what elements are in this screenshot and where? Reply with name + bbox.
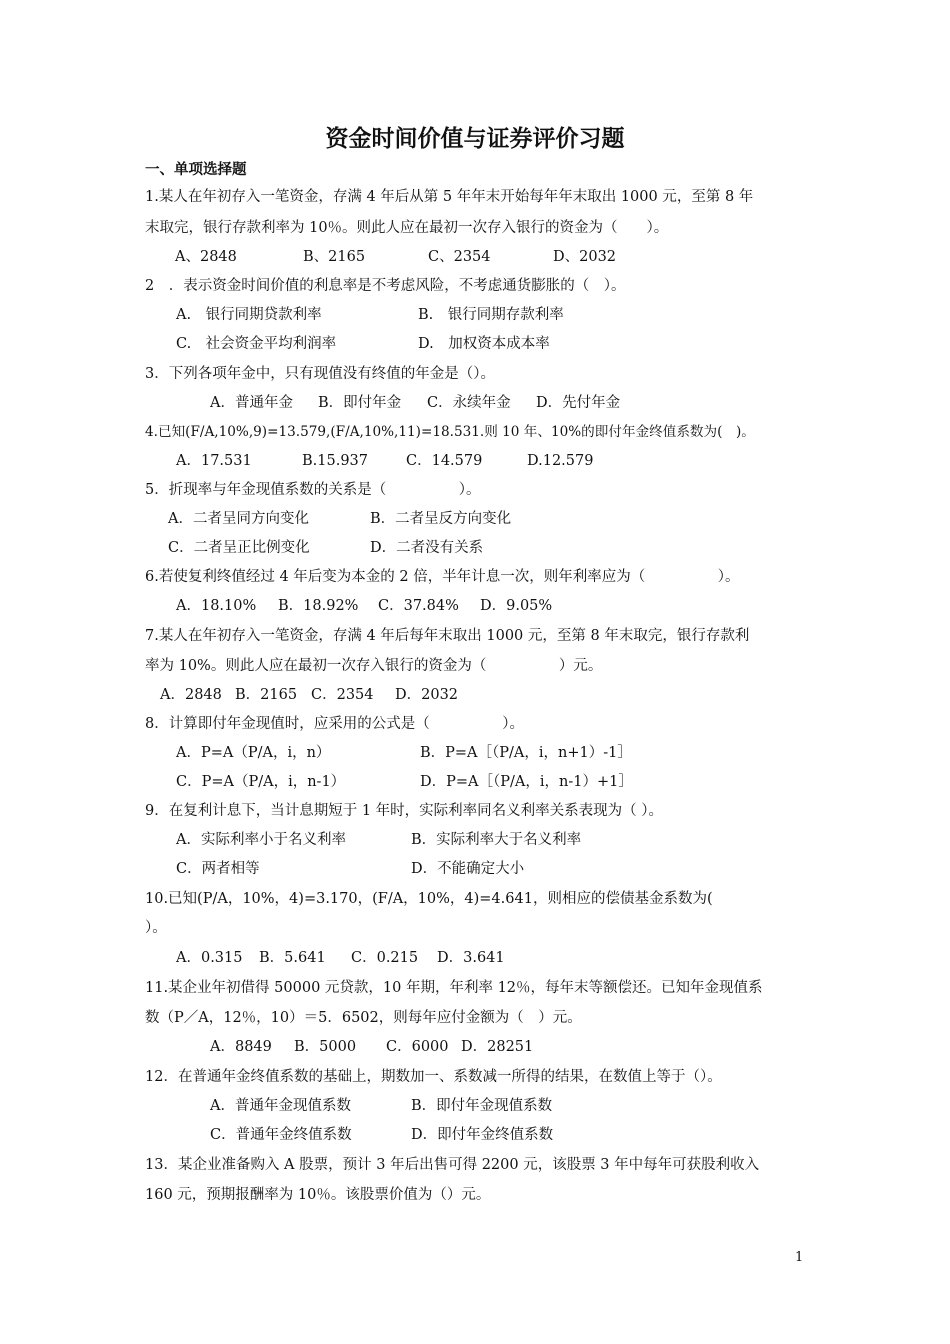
- question-11-line-2: 数（P／A，12％，10）＝5．6502，则每年应付金额为（ ）元。: [145, 1010, 582, 1026]
- section-heading: 一、单项选择题: [145, 162, 247, 178]
- question-10-line-1: 10.已知(P/A，10%，4)=3.170，(F/A，10%，4)=4.641，则相应的偿债基金系数为(: [145, 891, 713, 907]
- question-5-option-b: B．二者呈反方向变化: [370, 511, 512, 527]
- question-8-line-1: 8．计算即付年金现值时，应采用的公式是（ ）。: [145, 716, 524, 732]
- question-1-option-c: C、2354: [428, 249, 491, 265]
- question-3-option-d: D．先付年金: [536, 395, 621, 411]
- question-12-option-b: B．即付年金现值系数: [411, 1098, 553, 1114]
- question-7-line-2: 率为 10%。则此人应在最初一次存入银行的资金为（ ）元。: [145, 658, 603, 674]
- question-5-option-a: A．二者呈同方向变化: [168, 511, 309, 527]
- question-9-option-c: C．两者相等: [176, 861, 260, 877]
- question-7-option-a: A．2848: [160, 687, 222, 703]
- question-12-option-d: D．即付年金终值系数: [411, 1127, 554, 1143]
- question-11-option-c: C．6000: [386, 1039, 449, 1055]
- question-4-line-1: 4.已知(F/A,10%,9)=13.579,(F/A,10%,11)=18.531.则 10 年、10%的即付年金终值系数为( )。: [145, 424, 755, 440]
- question-1-option-d: D、2032: [553, 249, 617, 265]
- question-10-line-2: ）。: [145, 920, 167, 936]
- question-2-option-b: B. 银行同期存款利率: [418, 307, 564, 323]
- question-2-option-a: A. 银行同期贷款利率: [176, 307, 322, 323]
- question-11-option-d: D．28251: [461, 1039, 534, 1055]
- question-3-option-a: A．普通年金: [210, 395, 293, 411]
- question-11-line-1: 11.某企业年初借得 50000 元贷款，10 年期，年利率 12％，每年末等额偿还。已知年金现值系: [145, 980, 763, 996]
- question-10-option-b: B．5.641: [259, 950, 326, 966]
- question-11-option-a: A．8849: [210, 1039, 272, 1055]
- question-8-option-d: D．P=A［（P/A，i，n-1）+1］: [420, 774, 633, 790]
- question-6-option-d: D．9.05%: [480, 598, 553, 614]
- question-9-line-1: 9．在复利计息下，当计息期短于 1 年时，实际利率同名义利率关系表现为（ ）。: [145, 803, 664, 819]
- question-2-line-1: 2 ．表示资金时间价值的利息率是不考虑风险，不考虑通货膨胀的（ ）。: [145, 278, 626, 294]
- question-8-option-c: C．P=A（P/A，i，n-1）: [176, 774, 346, 790]
- question-11-option-b: B．5000: [294, 1039, 357, 1055]
- question-10-option-c: C．0.215: [351, 950, 419, 966]
- question-3-line-1: 3．下列各项年金中，只有现值没有终值的年金是（）。: [145, 366, 495, 382]
- question-12-line-1: 12．在普通年金终值系数的基础上，期数加一、系数减一所得的结果，在数值上等于（）。: [145, 1069, 722, 1085]
- question-4-option-c: C．14.579: [406, 453, 483, 469]
- question-5-option-c: C．二者呈正比例变化: [168, 540, 310, 556]
- question-12-option-c: C．普通年金终值系数: [210, 1127, 352, 1143]
- question-6-option-a: A．18.10%: [176, 598, 257, 614]
- question-6-line-1: 6.若使复利终值经过 4 年后变为本金的 2 倍，半年计息一次，则年利率应为（ ）。: [145, 569, 740, 585]
- question-13-line-1: 13．某企业准备购入 A 股票，预计 3 年后出售可得 2200 元，该股票 3 年中每年可获股利收入: [145, 1157, 760, 1173]
- question-5-line-1: 5．折现率与年金现值系数的关系是（ ）。: [145, 482, 481, 498]
- question-3-option-c: C．永续年金: [427, 395, 511, 411]
- question-6-option-b: B．18.92%: [278, 598, 359, 614]
- question-9-option-d: D．不能确定大小: [411, 861, 525, 877]
- question-2-option-c: C. 社会资金平均利润率: [176, 336, 337, 352]
- question-13-line-2: 160 元，预期报酬率为 10％。该股票价值为（）元。: [145, 1187, 491, 1203]
- question-7-option-d: D．2032: [395, 687, 459, 703]
- question-9-option-b: B．实际利率大于名义利率: [411, 832, 582, 848]
- question-3-option-b: B．即付年金: [318, 395, 402, 411]
- question-4-option-b: B.15.937: [302, 453, 369, 469]
- question-7-line-1: 7.某人在年初存入一笔资金，存满 4 年后每年末取出 1000 元，至第 8 年末取完，银行存款利: [145, 628, 750, 644]
- question-4-option-d: D.12.579: [527, 453, 594, 469]
- question-1-line-1: 1.某人在年初存入一笔资金，存满 4 年后从第 5 年年末开始每年年末取出 1000 元，至第 8 年: [145, 189, 754, 205]
- question-7-option-c: C．2354: [311, 687, 374, 703]
- question-9-option-a: A．实际利率小于名义利率: [176, 832, 346, 848]
- question-5-option-d: D．二者没有关系: [370, 540, 484, 556]
- question-10-option-a: A．0.315: [176, 950, 243, 966]
- question-8-option-b: B．P=A［（P/A，i，n+1）-1］: [420, 745, 632, 761]
- question-7-option-b: B．2165: [235, 687, 298, 703]
- question-8-option-a: A．P=A（P/A，i，n）: [176, 745, 331, 761]
- question-10-option-d: D．3.641: [437, 950, 505, 966]
- question-6-option-c: C．37.84%: [378, 598, 459, 614]
- question-12-option-a: A．普通年金现值系数: [210, 1098, 351, 1114]
- question-1-option-a: A、2848: [175, 249, 237, 265]
- question-2-option-d: D. 加权资本成本率: [418, 336, 550, 352]
- question-1-line-2: 末取完，银行存款利率为 10％。则此人应在最初一次存入银行的资金为（ ）。: [145, 220, 669, 236]
- question-4-option-a: A．17.531: [176, 453, 252, 469]
- question-1-option-b: B、2165: [303, 249, 366, 265]
- page-title: 资金时间价值与证券评价习题: [325, 126, 625, 152]
- page-number: 1: [795, 1250, 804, 1265]
